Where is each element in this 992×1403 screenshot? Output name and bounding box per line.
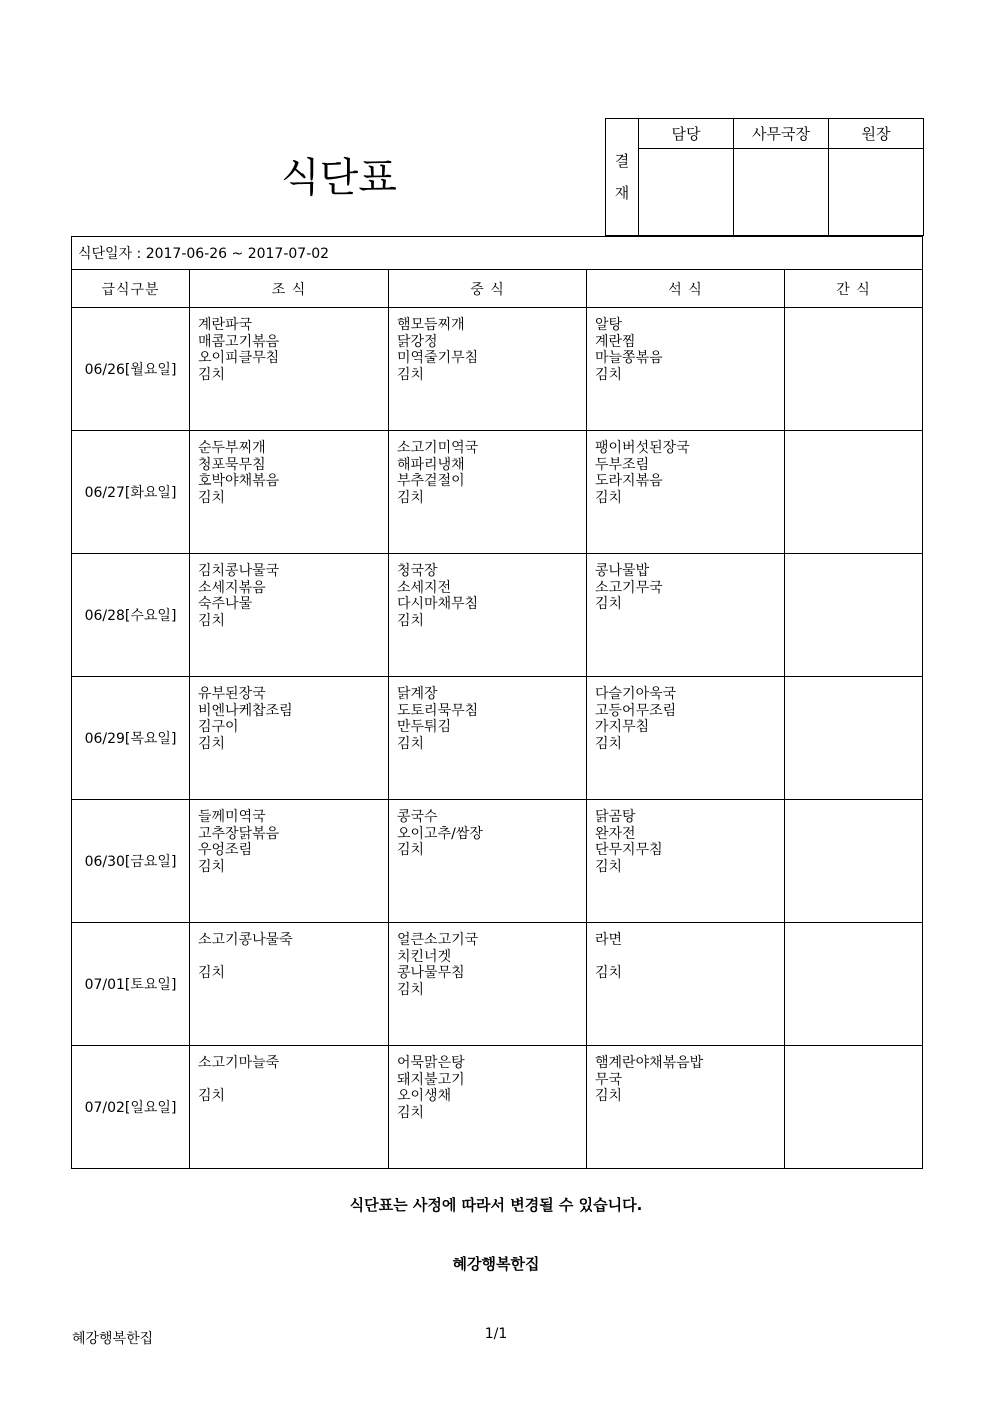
day-label: 06/30[금요일] <box>72 800 190 923</box>
menu-item: 다시마채무침 <box>397 596 479 612</box>
menu-item: 오이생채 <box>397 1088 452 1104</box>
lunch-cell <box>389 431 587 554</box>
menu-item: 김치 <box>198 489 226 506</box>
menu-item: 계란찜 <box>595 333 636 350</box>
snack-cell <box>785 1046 923 1169</box>
menu-item <box>198 949 388 966</box>
menu-item: 매콤고기볶음 <box>198 333 280 350</box>
menu-item: 단무지무침 <box>595 842 663 858</box>
menu-item: 소세지전 <box>397 579 452 596</box>
dinner-cell <box>587 923 785 1046</box>
dinner-cell <box>587 1046 785 1169</box>
menu-item: 다슬기아욱국 <box>595 686 677 702</box>
approval-col-director: 원장 <box>829 119 924 149</box>
menu-item: 만두튀김 <box>397 719 452 735</box>
menu-item: 닭강정 <box>397 333 438 350</box>
menu-item <box>198 1072 388 1089</box>
menu-table <box>71 236 923 1169</box>
breakfast-cell <box>190 554 389 677</box>
menu-item: 들께미역국 <box>198 809 266 825</box>
menu-item: 김치 <box>198 1088 226 1104</box>
breakfast-cell <box>190 431 389 554</box>
menu-item: 소세지볶음 <box>198 579 266 596</box>
menu-item: 가지무침 <box>595 719 650 735</box>
menu-item: 김치 <box>595 366 623 383</box>
table-row <box>72 308 923 431</box>
menu-item: 청포묵무침 <box>198 456 266 473</box>
menu-item: 김치 <box>198 965 226 981</box>
header-dinner: 석 식 <box>587 270 785 308</box>
lunch-cell <box>389 1046 587 1169</box>
menu-item: 라면 <box>595 932 623 948</box>
organization-name: 혜강행복한집 <box>452 1255 540 1273</box>
menu-item: 고등어무조림 <box>595 702 677 719</box>
menu-item: 콩국수 <box>397 809 438 825</box>
page-title: 식단표 <box>281 155 397 201</box>
menu-item: 오이피클무침 <box>198 350 280 366</box>
menu-item: 미역줄기무침 <box>397 350 479 366</box>
menu-item: 소고기무국 <box>595 579 663 596</box>
menu-item: 콩나물무침 <box>397 965 465 981</box>
menu-item <box>595 949 784 966</box>
menu-item: 우엉조림 <box>198 842 253 858</box>
snack-cell <box>785 554 923 677</box>
menu-item: 소고기미역국 <box>397 440 479 456</box>
menu-item: 부추겉절이 <box>397 473 465 489</box>
menu-item: 완자전 <box>595 825 636 842</box>
day-label: 07/01[토요일] <box>72 923 190 1046</box>
menu-item: 햄모듬찌개 <box>397 317 465 333</box>
table-row <box>72 1046 923 1169</box>
dinner-cell <box>587 308 785 431</box>
menu-item: 소고기마늘죽 <box>198 1055 280 1071</box>
snack-cell <box>785 431 923 554</box>
menu-item: 김치 <box>397 366 425 383</box>
menu-item: 치킨너겟 <box>397 948 452 965</box>
snack-cell <box>785 677 923 800</box>
menu-item: 김치 <box>397 735 425 752</box>
approval-box <box>605 118 924 236</box>
header-lunch: 중 식 <box>389 270 587 308</box>
menu-item: 청국장 <box>397 563 438 579</box>
dinner-cell <box>587 554 785 677</box>
menu-item: 김치 <box>397 489 425 506</box>
breakfast-cell <box>190 1046 389 1169</box>
change-notice: 식단표는 사정에 따라서 변경될 수 있습니다. <box>349 1196 643 1214</box>
table-row <box>72 554 923 677</box>
approval-label <box>606 119 639 236</box>
menu-item: 무국 <box>595 1071 623 1088</box>
lunch-cell <box>389 677 587 800</box>
menu-item: 팽이버섯된장국 <box>595 440 690 456</box>
footer-organization: 혜강행복한집 <box>72 1331 154 1347</box>
menu-item: 도라지볶음 <box>595 473 663 489</box>
approval-col-secretary: 사무국장 <box>734 119 829 149</box>
menu-item: 두부조림 <box>595 456 650 473</box>
menu-item: 해파리냉채 <box>397 456 465 473</box>
table-row <box>72 677 923 800</box>
menu-item: 햄계란야채볶음밥 <box>595 1055 704 1071</box>
dinner-cell <box>587 677 785 800</box>
approval-sign-director <box>829 149 924 236</box>
menu-item: 순두부찌개 <box>198 440 266 456</box>
lunch-cell <box>389 800 587 923</box>
menu-item: 오이고추/쌈장 <box>397 825 483 842</box>
approval-label-top: 결 <box>614 152 630 170</box>
menu-item: 김치 <box>198 858 226 875</box>
menu-item: 김치 <box>198 366 226 383</box>
approval-sign-manager <box>639 149 734 236</box>
menu-item: 호박야채볶음 <box>198 473 280 489</box>
menu-item: 콩나물밥 <box>595 563 650 579</box>
lunch-cell <box>389 554 587 677</box>
header-category: 급식구분 <box>72 270 190 308</box>
menu-item: 김치 <box>397 981 425 998</box>
menu-item: 돼지불고기 <box>397 1071 465 1088</box>
menu-item: 김치콩나물국 <box>198 563 280 579</box>
menu-item: 김치 <box>397 1104 425 1121</box>
menu-item: 숙주나물 <box>198 596 253 612</box>
approval-label-bottom: 재 <box>614 184 630 202</box>
snack-cell <box>785 800 923 923</box>
snack-cell <box>785 923 923 1046</box>
menu-item: 닭계장 <box>397 686 438 702</box>
menu-item: 김치 <box>595 965 623 981</box>
menu-item: 고추장닭볶음 <box>198 825 280 842</box>
menu-item: 비엔나케찹조림 <box>198 702 293 719</box>
menu-item: 유부된장국 <box>198 686 266 702</box>
lunch-cell <box>389 923 587 1046</box>
breakfast-cell <box>190 308 389 431</box>
menu-item: 김치 <box>595 596 623 612</box>
table-row <box>72 923 923 1046</box>
table-row <box>72 431 923 554</box>
menu-period: 식단일자 : 2017-06-26 ~ 2017-07-02 <box>72 237 923 270</box>
menu-item: 마늘쫑볶음 <box>595 350 663 366</box>
day-label: 06/27[화요일] <box>72 431 190 554</box>
menu-item: 계란파국 <box>198 317 253 333</box>
lunch-cell <box>389 308 587 431</box>
approval-sign-secretary <box>734 149 829 236</box>
menu-item: 김치 <box>595 1088 623 1104</box>
day-label: 06/29[목요일] <box>72 677 190 800</box>
menu-item: 김치 <box>397 842 425 858</box>
approval-col-manager: 담당 <box>639 119 734 149</box>
menu-item: 김치 <box>595 858 623 875</box>
menu-item: 도토리묵무침 <box>397 702 479 719</box>
dinner-cell <box>587 431 785 554</box>
menu-item: 닭곰탕 <box>595 809 636 825</box>
snack-cell <box>785 308 923 431</box>
menu-item: 얼큰소고기국 <box>397 932 479 948</box>
menu-item: 어묵맑은탕 <box>397 1055 465 1071</box>
day-label: 06/28[수요일] <box>72 554 190 677</box>
breakfast-cell <box>190 677 389 800</box>
table-row <box>72 800 923 923</box>
header-breakfast: 조 식 <box>190 270 389 308</box>
menu-item: 김치 <box>198 735 226 752</box>
menu-item: 김구이 <box>198 719 239 735</box>
breakfast-cell <box>190 923 389 1046</box>
menu-item: 알탕 <box>595 317 623 333</box>
dinner-cell <box>587 800 785 923</box>
menu-item: 소고기콩나물죽 <box>198 932 293 948</box>
menu-item: 김치 <box>198 612 226 629</box>
day-label: 07/02[일요일] <box>72 1046 190 1169</box>
footer-page-number: 1/1 <box>484 1326 508 1342</box>
menu-item: 김치 <box>595 735 623 752</box>
day-label: 06/26[월요일] <box>72 308 190 431</box>
header-snack: 간 식 <box>785 270 923 308</box>
menu-item: 김치 <box>397 612 425 629</box>
breakfast-cell <box>190 800 389 923</box>
menu-item: 김치 <box>595 489 623 506</box>
